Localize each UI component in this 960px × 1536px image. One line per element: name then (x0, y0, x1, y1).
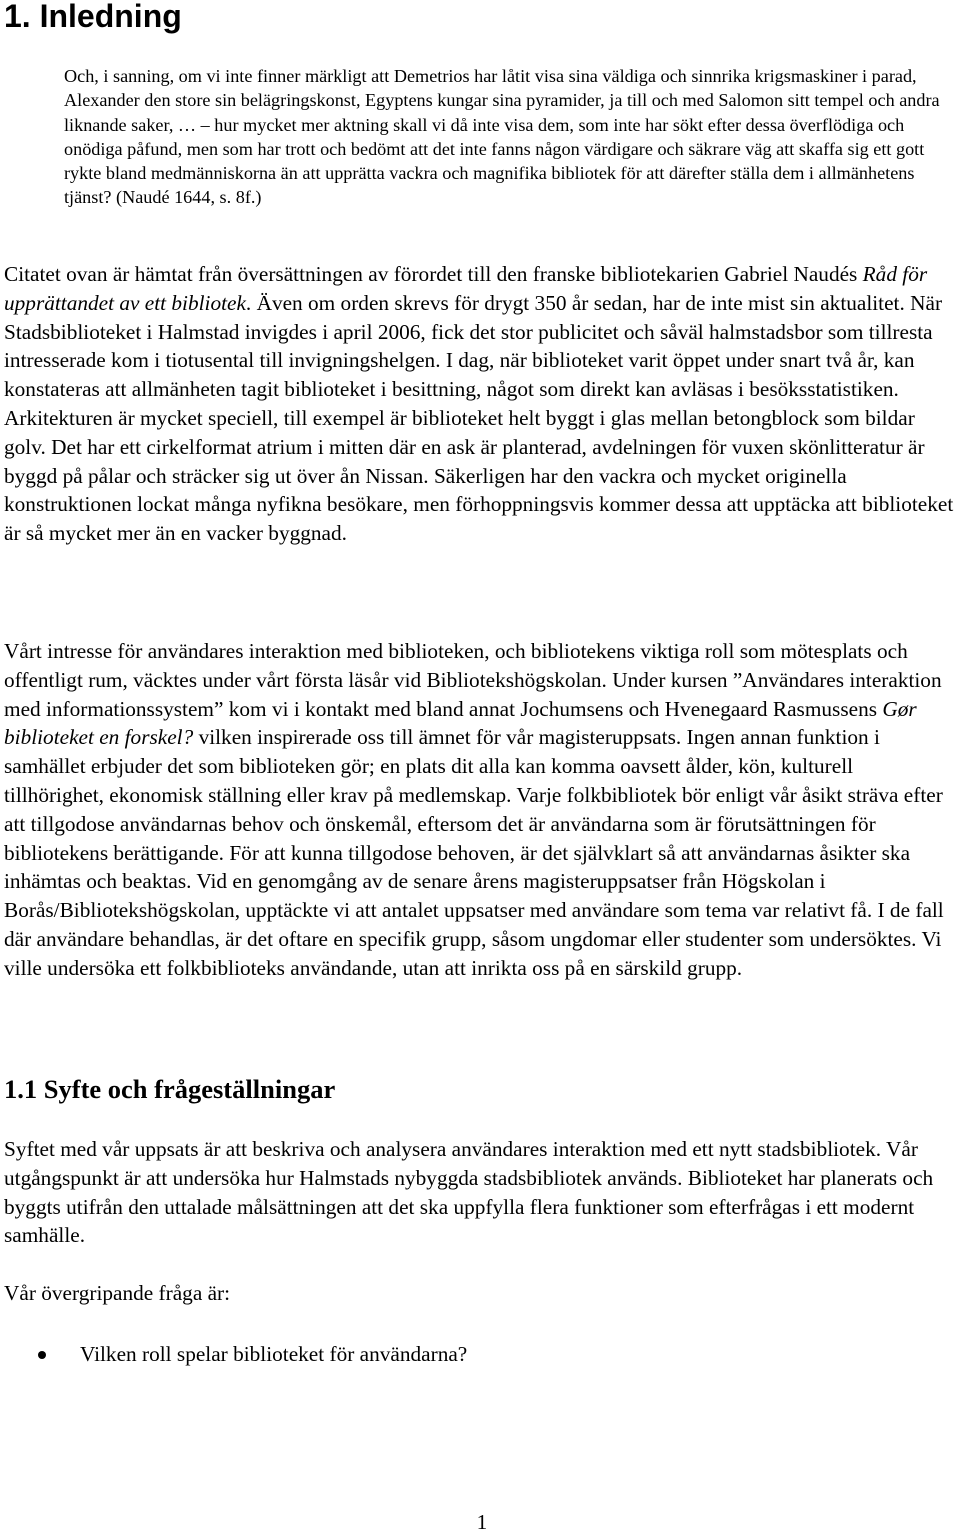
cited-book-title: Råd för upprättandet av ett bibliotek (4, 262, 928, 315)
section-heading: 1.1 Syfte och frågeställningar (4, 1074, 336, 1104)
list-item (0, 1340, 467, 1369)
research-question: Vilken roll spelar biblioteket för användarna? (80, 1342, 468, 1366)
bullet-icon (38, 1351, 46, 1359)
paragraph-text: Vårt intresse för användares interaktion med biblioteken, och bibliotekens viktiga roll som mötesplats och offentligt rum, väcktes under vårt första läsår vid Bibliotekshögskolan. Under kursen ”Användares interaktion med informationssystem” kom vi i kontakt med bland annat Jochumsens och Hvenegaard Rasmussens (4, 639, 942, 721)
paragraph-background (4, 260, 956, 548)
paragraph-text: vilken inspirerade oss till ämnet för vår magisteruppsats. Ingen annan funktion i samhället erbjuder det som biblioteken gör; en plats dit alla kan komma oavsett ålder, kön, kulturell tillhörighet, ekonomisk ställning eller krav på medlemskap. Varje folkbibliotek bör enligt vår åsikt sträva efter att tillgodose användarnas behov och önskemål, eftersom det är användarna som är förutsättningen för bibliotekens berättigande. För att kunna tillgodose behoven, är det självklart så att användarnas åsikter ska inhämtas och beaktas. Vid en genomgång av de senare årens magisteruppsatser från Högskolan i Borås/Bibliotekshögskolan, upptäckte vi att antalet uppsatser med användare som tema var relativt få. I de fall där användare behandlas, är det oftare en specifik grupp, såsom ungdomar eller studenter som undersöktes. Vi ville undersöka ett folkbiblioteks användande, utan att inrikta oss på en särskild grupp. (4, 725, 944, 980)
page-number: 1 (476, 1510, 488, 1534)
research-question-list (0, 1340, 467, 1369)
chapter-heading: 1. Inledning (4, 0, 182, 34)
paragraph-text: . Även om orden skrevs för drygt 350 år sedan, har de inte mist sin aktualitet. När Stadsbiblioteket i Halmstad invigdes i april 2006, fick det stor publicitet och såväl halmstadsbor som tillresta intresserade kom i tiotusental till invigningshelgen. I dag, när biblioteket varit öppet under snart två år, kan konstateras att allmänheten tagit biblioteket i besittning, något som direkt kan avläsas i besöksstatistiken. Arkitekturen är mycket speciell, till exempel är biblioteket helt byggt i glas mellan betongblock som bildar golv. Det har ett cirkelformat atrium i mitten där en ask är planterad, avdelningen för vuxen skönlitteratur är byggd på pålar och sträcker sig ut över ån Nissan. Säkerligen har den vackra och mycket originella konstruktionen lockat många nyfikna besökare, men förhoppningsvis kommer dessa att upptäcka att biblioteket är så mycket mer än en vacker byggnad. (4, 290, 954, 546)
opening-quote: Och, i sanning, om vi inte finner märkligt att Demetrios har låtit visa sina väldiga och sinnrika krigsmaskiner i parad, Alexander den store sin belägringskonst, Egyptens kungar sina pyramider, ja till och med Salomon sitt tempel och andra liknande saker, … – hur mycket mer aktning skall vi då inte visa dem, som inte har sökt efter dessa överflödiga och onödiga påfund, men som har trott och bedömt att det inte fanns någon värdigare och säkrare väg att skaffa sig ett gott rykte bland medmänniskorna än att upprätta vackra och magnifika bibliotek för att därefter ställa dem i allmänhetens tjänst? (Naudé 1644, s. 8f.) (64, 66, 940, 208)
cited-book-title: Gør biblioteket en forskel? (4, 696, 917, 750)
paragraph-question-intro: Vår övergripande fråga är: (4, 1281, 231, 1305)
paragraph-text: Citatet ovan är hämtat från översättningen av förordet till den franske bibliotekarien Gabriel Naudés (4, 262, 863, 286)
paragraph-purpose: Syftet med vår uppsats är att beskriva och analysera användares interaktion med ett nytt stadsbibliotek. Vår utgångspunkt är att undersöka hur Halmstads nybyggda stadsbibliotek används. Biblioteket har planerats och byggts utifrån den uttalade målsättningen att det ska uppfylla flera funktioner som efterfrågas i ett modernt samhälle. (4, 1137, 934, 1248)
paragraph-motivation (4, 637, 956, 983)
